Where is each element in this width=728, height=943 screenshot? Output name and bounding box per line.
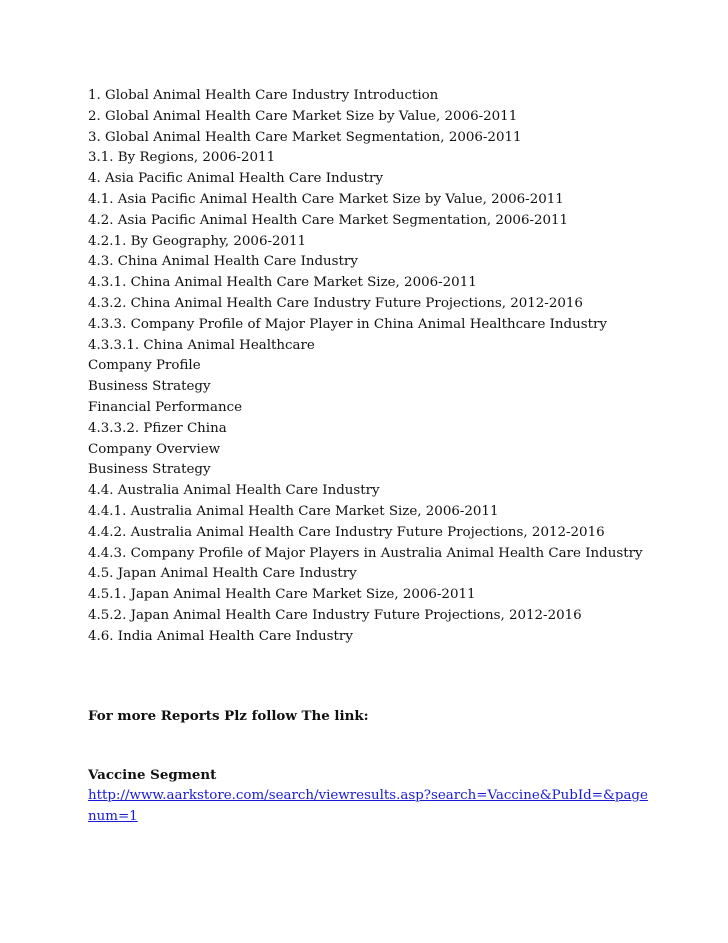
toc-line: 4. Asia Pacific Animal Health Care Industry [88, 171, 384, 187]
toc-line: 4.4. Australia Animal Health Care Industry [88, 483, 380, 499]
toc-line: Company Overview [88, 441, 221, 457]
toc-line: 4.6. India Animal Health Care Industry [88, 628, 353, 644]
toc-line: 4.3.3. Company Profile of Major Player in China Animal Healthcare Industry [88, 316, 607, 332]
table-of-contents [88, 86, 708, 648]
toc-line: 4.2. Asia Pacific Animal Health Care Market Segmentation, 2006-2011 [88, 212, 569, 228]
toc-line: 3. Global Animal Health Care Market Segmentation, 2006-2011 [88, 129, 522, 145]
toc-line: 4.5.2. Japan Animal Health Care Industry Future Projections, 2012-2016 [88, 607, 582, 623]
toc-line: Financial Performance [88, 399, 242, 415]
toc-line: 4.3.2. China Animal Health Care Industry Future Projections, 2012-2016 [88, 295, 583, 311]
toc-line: 4.4.3. Company Profile of Major Players in Australia Animal Health Care Industry [88, 545, 643, 561]
toc-line: 4.2.1. By Geography, 2006-2011 [88, 233, 307, 249]
toc-line: 4.3.3.1. China Animal Healthcare [88, 337, 315, 353]
toc-line: 4.4.1. Australia Animal Health Care Market Size, 2006-2011 [88, 503, 499, 519]
more-reports-heading: For more Reports Plz follow The link: [88, 708, 369, 724]
toc-line: 4.4.2. Australia Animal Health Care Industry Future Projections, 2012-2016 [88, 524, 605, 540]
vaccine-segment-link[interactable]: http://www.aarkstore.com/search/viewresults.asp?search=Vaccine&PubId=&pagenum=1 [88, 788, 648, 824]
vaccine-segment-heading: Vaccine Segment [88, 767, 217, 783]
toc-line: 3.1. By Regions, 2006-2011 [88, 150, 276, 166]
toc-line: Company Profile [88, 358, 201, 374]
toc-line: 4.3. China Animal Health Care Industry [88, 254, 358, 270]
toc-line: 1. Global Animal Health Care Industry Introduction [88, 88, 439, 103]
toc-line: 4.5.1. Japan Animal Health Care Market Size, 2006-2011 [88, 587, 476, 603]
toc-line: Business Strategy [88, 379, 211, 395]
toc-line: 2. Global Animal Health Care Market Size by Value, 2006-2011 [88, 108, 518, 124]
toc-line: 4.1. Asia Pacific Animal Health Care Market Size by Value, 2006-2011 [88, 191, 564, 207]
toc-line: 4.3.3.2. Pfizer China [88, 420, 227, 436]
toc-line: 4.3.1. China Animal Health Care Market Size, 2006-2011 [88, 275, 477, 291]
toc-line: 4.5. Japan Animal Health Care Industry [88, 566, 357, 582]
toc-line: Business Strategy [88, 462, 211, 478]
